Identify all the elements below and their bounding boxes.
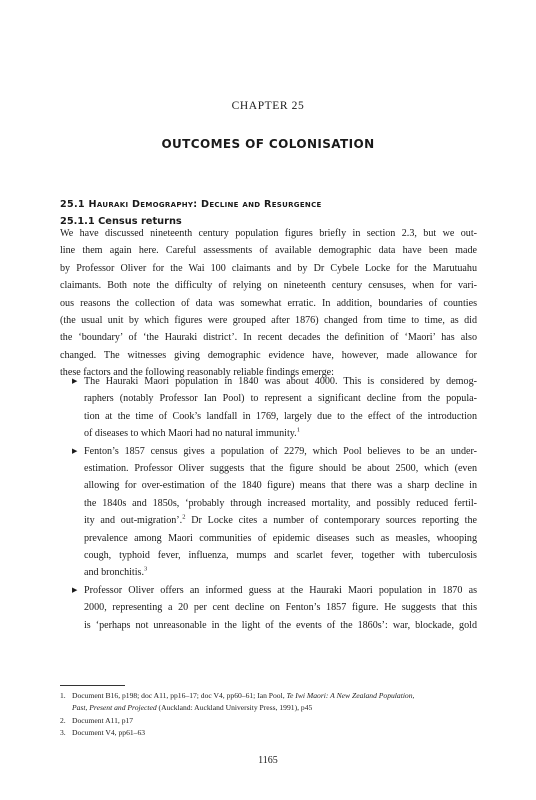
- footnote: 3. Document V4, pp61–63: [60, 727, 146, 737]
- text-line: Professor Oliver offers an informed guess at the Hauraki Maori population in 1870 as: [84, 584, 477, 596]
- text-line: by Professor Oliver for the Wai 100 claimants and by Dr Cybele Locke for the Marutuahu: [60, 262, 477, 274]
- footnote: 1. Document B16, p198; doc A11, pp16–17; doc V4, pp60–61; Ian Pool, Te Iwi Maori: A New Zealand Population,: [60, 691, 415, 700]
- footnote-marker: 1: [296, 426, 300, 434]
- text-line: of diseases to which Maori had no natural immunity.: [84, 428, 297, 440]
- triangle-bullet-icon: ▶: [72, 585, 78, 594]
- text-line: allowing for over-estimation of the 1840 figure) means that there was a sharp decline in: [84, 480, 477, 492]
- text-line: line them again here. Careful assessments of available demographic data have been made: [60, 245, 477, 257]
- text-line: Fenton’s 1857 census gives a population of 2279, which Pool believes to be an under-: [84, 445, 477, 457]
- chapter-title: OUTCOMES OF COLONISATION: [161, 137, 375, 151]
- chapter-label: CHAPTER 25: [231, 100, 305, 112]
- text-line: ity and out-migration’.$^2$ Dr Locke cites a number of contemporary sources reporting the: [84, 513, 477, 527]
- text-line: raphers (notably Professor Ian Pool) to represent a significant decline from the popula-: [84, 393, 477, 405]
- text-line: prevalence among Maori communities of epidemic diseases such as measles, whooping: [84, 532, 477, 544]
- triangle-bullet-icon: ▶: [72, 377, 78, 385]
- text-line: ous reasons the collection of data was somewhat erratic. In addition, boundaries of counties: [60, 297, 477, 309]
- text-line: estimation. Professor Oliver suggests that the figure should be about 2500, which (even: [84, 463, 477, 475]
- intro-paragraph: [60, 225, 477, 382]
- text-line: (the usual unit by which figures were grouped after 1876) changed from time to time, as did: [60, 315, 477, 327]
- list-item: [60, 582, 477, 634]
- text-line: cough, typhoid fever, influenza, mumps and scarlet fever, together with tuberculosis: [84, 550, 477, 562]
- footnotes: [60, 690, 477, 739]
- list-item: [60, 373, 477, 443]
- text-line: these factors and the following reasonably reliable findings emerge:: [60, 367, 334, 379]
- triangle-bullet-icon: ▶: [72, 446, 78, 455]
- text-line: The Hauraki Maori population in 1840 was about 4000. This is considered by demog-: [84, 376, 477, 387]
- text-line: and bronchitis.: [84, 567, 144, 579]
- footnote-rule: [60, 685, 125, 686]
- text-line: is ‘perhaps not unreasonable in the light of the events of the 1860s’: war, blockade, gold: [84, 619, 477, 631]
- footnote: 2. Document A11, p17: [60, 715, 134, 725]
- page-number: 1165: [258, 755, 278, 766]
- footnote-marker: 3: [144, 566, 148, 574]
- text-line: 2000, representing a 20 per cent decline on Fenton’s 1857 figure. He suggests that this: [84, 602, 477, 614]
- text-line: the ‘boundary’ of ‘the Hauraki district’. In recent decades the definition of ‘Maori’ has also: [60, 332, 477, 344]
- list-item: [60, 443, 477, 582]
- text-line: We have discussed nineteenth century population figures briefly in section 2.3, but we out-: [60, 228, 477, 239]
- text-line: claimants. Both note the difficulty of relying on nineteenth century censuses, when for vari-: [60, 280, 477, 292]
- subsection-heading: 25.1.1 Census returns: [60, 216, 182, 227]
- text-line: the 1840s and 1850s, ‘probably through increased mortality, and possibly reduced fertil-: [84, 497, 477, 509]
- text-line: changed. The witnesses giving demographic evidence have, however, made allowance for: [60, 349, 477, 361]
- section-heading: 25.1 Hauraki Demography: Decline and Resurgence: [60, 199, 322, 210]
- findings-list: [60, 373, 477, 634]
- footnote-continuation: Past, Present and Projected (Auckland: Auckland University Press, 1991), p45: [72, 703, 313, 713]
- footnote-marker: 2: [182, 513, 186, 521]
- text-line: tion at the time of Cook’s landfall in 1769, largely due to the effect of the introduction: [84, 410, 477, 422]
